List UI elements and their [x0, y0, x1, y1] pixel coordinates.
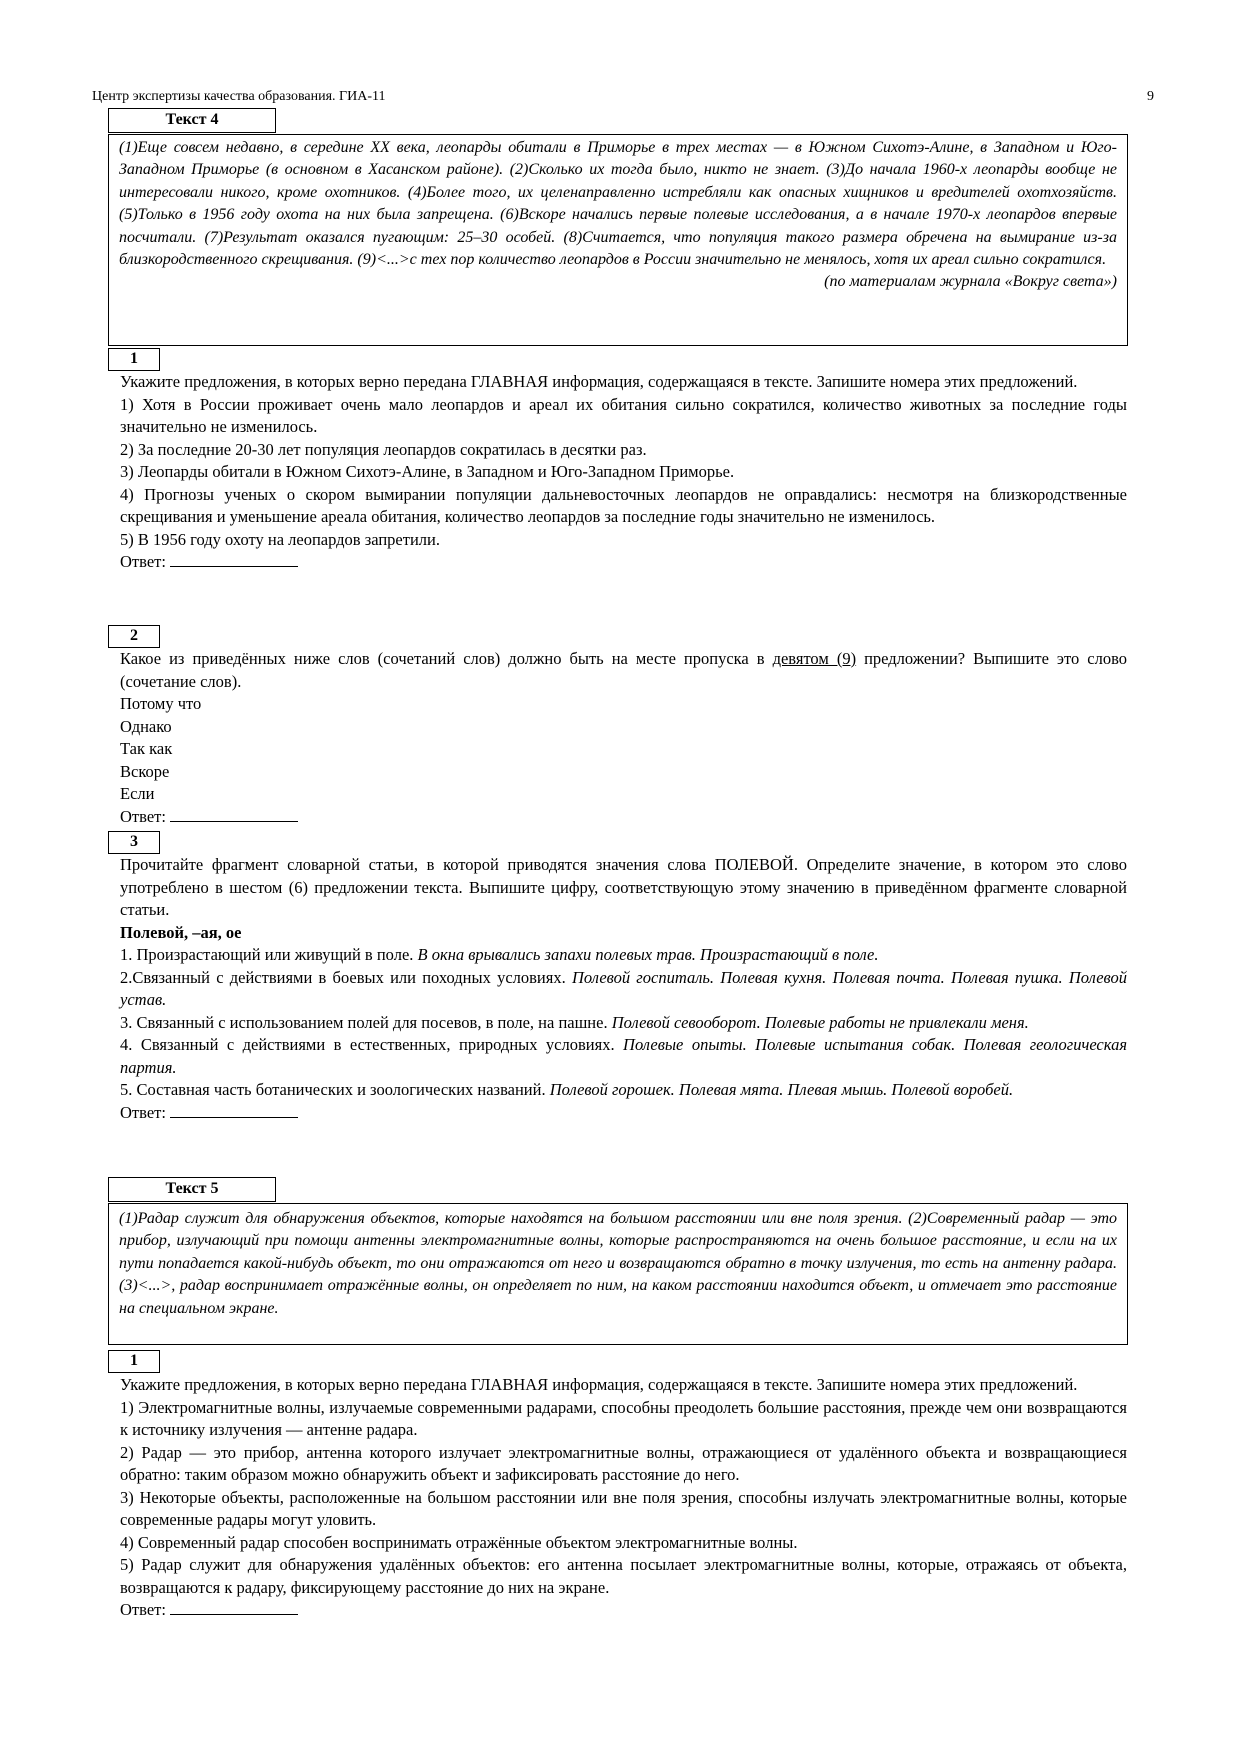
t5-question1-option-2: 2) Радар — это прибор, антенна которого излучает электромагнитные волны, отражающиеся от удалённого объекта и возвращающиеся обратно: таким образом можно обнаружить объект и зафиксировать расстояние до него. — [120, 1442, 1127, 1484]
t5-question1-option-4: 4) Современный радар способен воспринимать отражённые объектом электромагнитные волны. — [120, 1532, 798, 1552]
text5-frame — [108, 1203, 1128, 1345]
t4-question2-option-1: Потому что — [120, 694, 202, 713]
t4-question1-option-4: 4) Прогнозы ученых о скором вымирании популяции дальневосточных леопардов не оправдались: несмотря на близкородственные скрещивания и уменьшение ареала обитания, количество леопардов за последние годы значительно не изменилось. — [120, 484, 1127, 526]
dictionary-headword: Полевой, –ая, ое — [120, 922, 242, 942]
t4-question2-option-5: Если — [120, 784, 155, 803]
header-organization: Центр экспертизы качества образования. ГИА-11 — [92, 89, 386, 104]
t4-question3-answer — [120, 1102, 1127, 1125]
dictionary-meaning-4 — [120, 1034, 1127, 1079]
meaning-example: Полевой госпиталь. Полевая кухня. Полевая почта. Полевая пушка. Полевой устав. — [120, 967, 1127, 1009]
text4-source: (по материалам журнала «Вокруг света») — [824, 273, 1117, 291]
t4-question2-answer — [120, 806, 1127, 829]
t4-question2-option-2: Однако — [120, 716, 172, 736]
t4-question2 — [120, 648, 1127, 828]
t4-question3 — [120, 854, 1127, 1124]
meaning-example: Полевой севооборот. Полевые работы не привлекали меня. — [611, 1012, 1029, 1032]
t5-question1-prompt: Укажите предложения, в которых верно передана ГЛАВНАЯ информация, содержащаяся в тексте. Запишите номера этих предложений. — [120, 1375, 1078, 1394]
text5-label: Текст 5 — [108, 1177, 276, 1202]
t4-question1-option-1: 1) Хотя в России проживает очень мало леопардов и ареал их обитания сильно сократился, количество животных за последние годы значительно не изменилось. — [120, 394, 1127, 436]
text4-frame — [108, 134, 1128, 346]
page-header — [92, 89, 1154, 107]
t4-question2-option-3: Так как — [120, 739, 173, 758]
answer-field[interactable] — [170, 807, 298, 822]
text4-label: Текст 4 — [108, 108, 276, 133]
answer-label: Ответ: — [120, 806, 166, 826]
page-number: 9 — [1147, 89, 1154, 104]
prompt-text: предложении? Выпишите это слово (сочетание слов). — [120, 649, 1127, 691]
t4-question1-answer — [120, 551, 1127, 574]
answer-field[interactable] — [170, 1600, 298, 1615]
t4-question1-option-2: 2) За последние 20-30 лет популяция леопардов сократилась в десятки раз. — [120, 439, 647, 459]
answer-field[interactable] — [170, 1103, 298, 1118]
t4-question3-number: 3 — [108, 831, 160, 854]
t4-question1 — [120, 371, 1127, 574]
t5-question1-answer — [120, 1599, 1127, 1622]
meaning-example: Полевой горошек. Полевая мята. Плевая мышь. Полевой воробей. — [549, 1080, 1014, 1099]
dictionary-meaning-3 — [120, 1012, 1127, 1035]
text5-body: (1)Радар служит для обнаружения объектов, которые находятся на большом расстоянии или вне поля зрения. (2)Современный радар — это прибор, излучающий при помощи антенны электромагнитные волны, которые распространяются на очень большое расстояние, и если на их пути попадается какой-нибудь объект, то они отражаются от него и возвращаются обратно в точку излучения, то есть на антенну радара. (3)<...>, радар воспринимает отражённые волны, он определяет по ним, на каком расстоянии находится объект, и отмечает это расстояние на специальном экране. — [119, 1210, 1117, 1317]
t4-question1-option-3: 3) Леопарды обитали в Южном Сихотэ-Алине, в Западном и Юго-Западном Приморье. — [120, 462, 735, 481]
answer-label: Ответ: — [120, 1102, 166, 1122]
prompt-underlined: девятом (9) — [772, 649, 857, 668]
meaning-definition: 2.Связанный с действиями в боевых или походных условиях. — [120, 967, 572, 987]
dictionary-meaning-2 — [120, 967, 1127, 1012]
t4-question2-option-4: Вскоре — [120, 761, 170, 781]
t4-question2-prompt — [120, 648, 1127, 693]
t4-question1-option-5: 5) В 1956 году охоту на леопардов запретили. — [120, 529, 440, 549]
meaning-definition: 3. Связанный с использованием полей для посевов, в поле, на пашне. — [120, 1012, 612, 1032]
t5-question1-option-5: 5) Радар служит для обнаружения удалённых объектов: его антенна посылает электромагнитные волны, которые, отражаясь от объекта, возвращаются к радару, фиксирующему расстояние до них на экране. — [120, 1555, 1127, 1597]
answer-field[interactable] — [170, 552, 298, 567]
meaning-example: Полевые опыты. Полевые испытания собак. Полевая геологическая партия. — [120, 1035, 1127, 1077]
t4-question1-number: 1 — [108, 348, 160, 371]
t5-question1 — [120, 1374, 1127, 1622]
meaning-definition: 5. Составная часть ботанических и зоологических названий. — [120, 1080, 550, 1099]
t5-question1-number: 1 — [108, 1350, 160, 1373]
answer-label: Ответ: — [120, 552, 166, 571]
t4-question3-prompt: Прочитайте фрагмент словарной статьи, в которой приводятся значения слова ПОЛЕВОЙ. Определите значение, в котором это слово употреблено в шестом (6) предложении текста. Выпишите цифру, соответствующую этому значению в приведённом фрагменте словарной статьи. — [120, 855, 1127, 919]
meaning-definition: 1. Произрастающий или живущий в поле. — [120, 945, 418, 964]
dictionary-meaning-1 — [120, 944, 1127, 967]
t4-question2-number: 2 — [108, 625, 160, 648]
t4-question1-prompt: Укажите предложения, в которых верно передана ГЛАВНАЯ информация, содержащаяся в тексте. Запишите номера этих предложений. — [120, 372, 1078, 391]
t5-question1-option-1: 1) Электромагнитные волны, излучаемые современными радарами, способны преодолеть большие расстояния, прежде чем они возвращаются к источнику излучения — антенне радара. — [120, 1397, 1127, 1439]
meaning-definition: 4. Связанный с действиями в естественных, природных условиях. — [120, 1035, 624, 1054]
dictionary-meaning-5 — [120, 1079, 1127, 1102]
answer-label: Ответ: — [120, 1600, 166, 1619]
t5-question1-option-3: 3) Некоторые объекты, расположенные на большом расстоянии или вне поля зрения, способны излучать электромагнитные волны, которые современные радары могут уловить. — [120, 1487, 1127, 1529]
meaning-example: В окна врывались запахи полевых трав. Произрастающий в поле. — [417, 945, 879, 964]
text4-body: (1)Еще совсем недавно, в середине XX века, леопарды обитали в Приморье в трех местах — в Южном Сихотэ-Алине, в Западном и Юго-Западном Приморье (в основном в Хасанском районе). (2)Сколько их тогда было, никто не знает. (3)До начала 1960-х леопарды вообще не интересовали никого, кроме охотников. (4)Более того, их целенаправленно истребляли как опасных хищников и вредителей охотхозяйств. (5)Только в 1956 году охота на них была запрещена. (6)Вскоре начались первые полевые исследования, а в начале 1970-х леопардов впервые посчитали. (7)Результат оказался пугающим: 25–30 особей. (8)Считается, что популяция такого размера обречена на вымирание из-за близкородственного скрещивания. (9)<...>с тех пор количество леопардов в России значительно не менялось, хотя их ареал сильно сократился. — [119, 139, 1117, 269]
prompt-text: Какое из приведённых ниже слов (сочетаний слов) должно быть на месте пропуска в — [120, 649, 773, 668]
